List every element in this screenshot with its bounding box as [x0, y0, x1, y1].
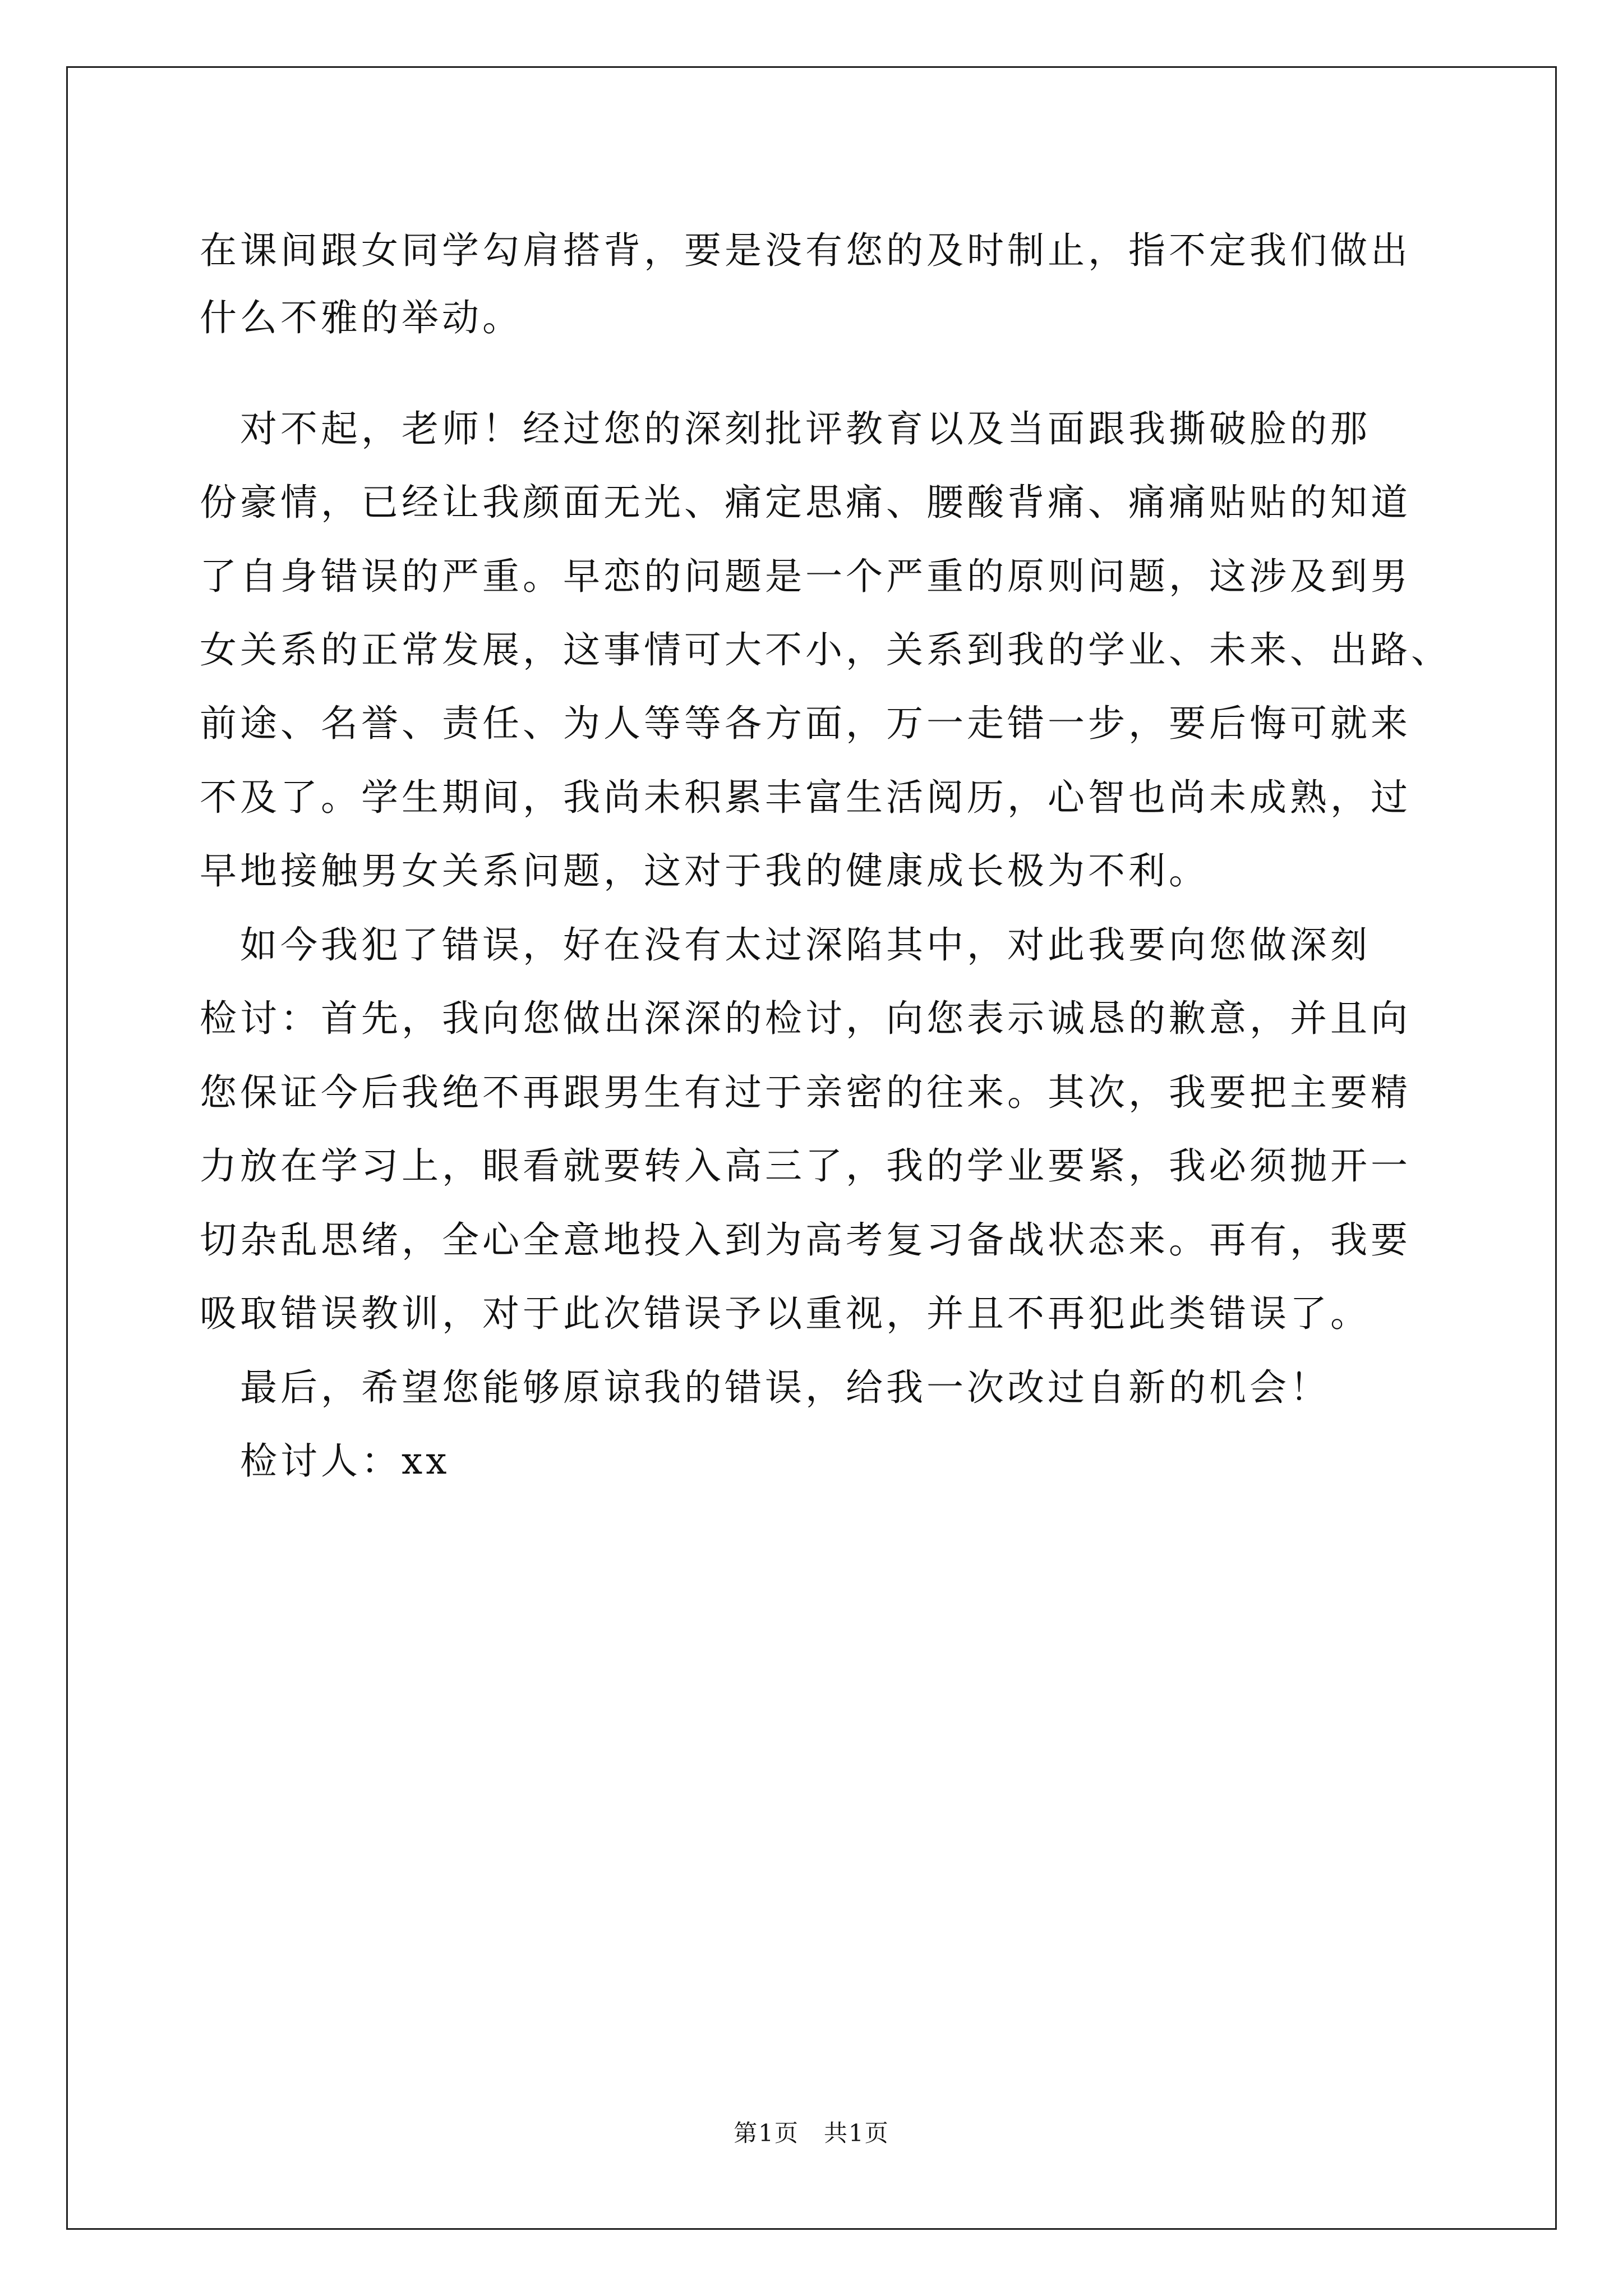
paragraph-1-line-2: 什么不雅的举动。 — [200, 296, 523, 339]
paragraph-3-line-5: 切杂乱思绪，全心全意地投入到为高考复习备战状态来。再有，我要 — [200, 1218, 1411, 1262]
paragraph-2-line-1: 对不起，老师！经过您的深刻批评教育以及当面跟我撕破脸的那 — [200, 407, 1371, 450]
paragraph-3-line-3: 您保证今后我绝不再跟男生有过于亲密的往来。其次，我要把主要精 — [200, 1071, 1411, 1114]
paragraph-3-line-4: 力放在学习上，眼看就要转入高三了，我的学业要紧，我必须抛开一 — [200, 1144, 1411, 1188]
paragraph-2-line-3: 了自身错误的严重。早恋的问题是一个严重的原则问题，这涉及到男 — [200, 555, 1411, 598]
paragraph-2-line-5: 前途、名誉、责任、为人等等各方面，万一走错一步，要后悔可就来 — [200, 702, 1411, 745]
paragraph-4-line-1: 最后，希望您能够原谅我的错误，给我一次改过自新的机会！ — [200, 1366, 1330, 1409]
paragraph-2-line-6: 不及了。学生期间，我尚未积累丰富生活阅历，心智也尚未成熟，过 — [200, 776, 1411, 819]
paragraph-3-line-2: 检讨：首先，我向您做出深深的检讨，向您表示诚恳的歉意，并且向 — [200, 997, 1411, 1040]
paragraph-2-line-2: 份豪情，已经让我颜面无光、痛定思痛、腰酸背痛、痛痛贴贴的知道 — [200, 481, 1411, 524]
paragraph-3-line-1: 如今我犯了错误，好在没有太过深陷其中，对此我要向您做深刻 — [200, 923, 1371, 967]
paragraph-3-line-6: 吸取错误教训，对于此次错误予以重视，并且不再犯此类错误了。 — [200, 1292, 1371, 1335]
paragraph-1-line-1: 在课间跟女同学勾肩搭背，要是没有您的及时制止，指不定我们做出 — [200, 229, 1411, 272]
page-footer: 第1页 共1页 — [734, 2119, 889, 2147]
signature-line: 检讨人：xx — [200, 1439, 450, 1483]
paragraph-2-line-7: 早地接触男女关系问题，这对于我的健康成长极为不利。 — [200, 849, 1209, 892]
paragraph-2-line-4: 女关系的正常发展，这事情可大不小，关系到我的学业、未来、出路、 — [200, 628, 1451, 671]
